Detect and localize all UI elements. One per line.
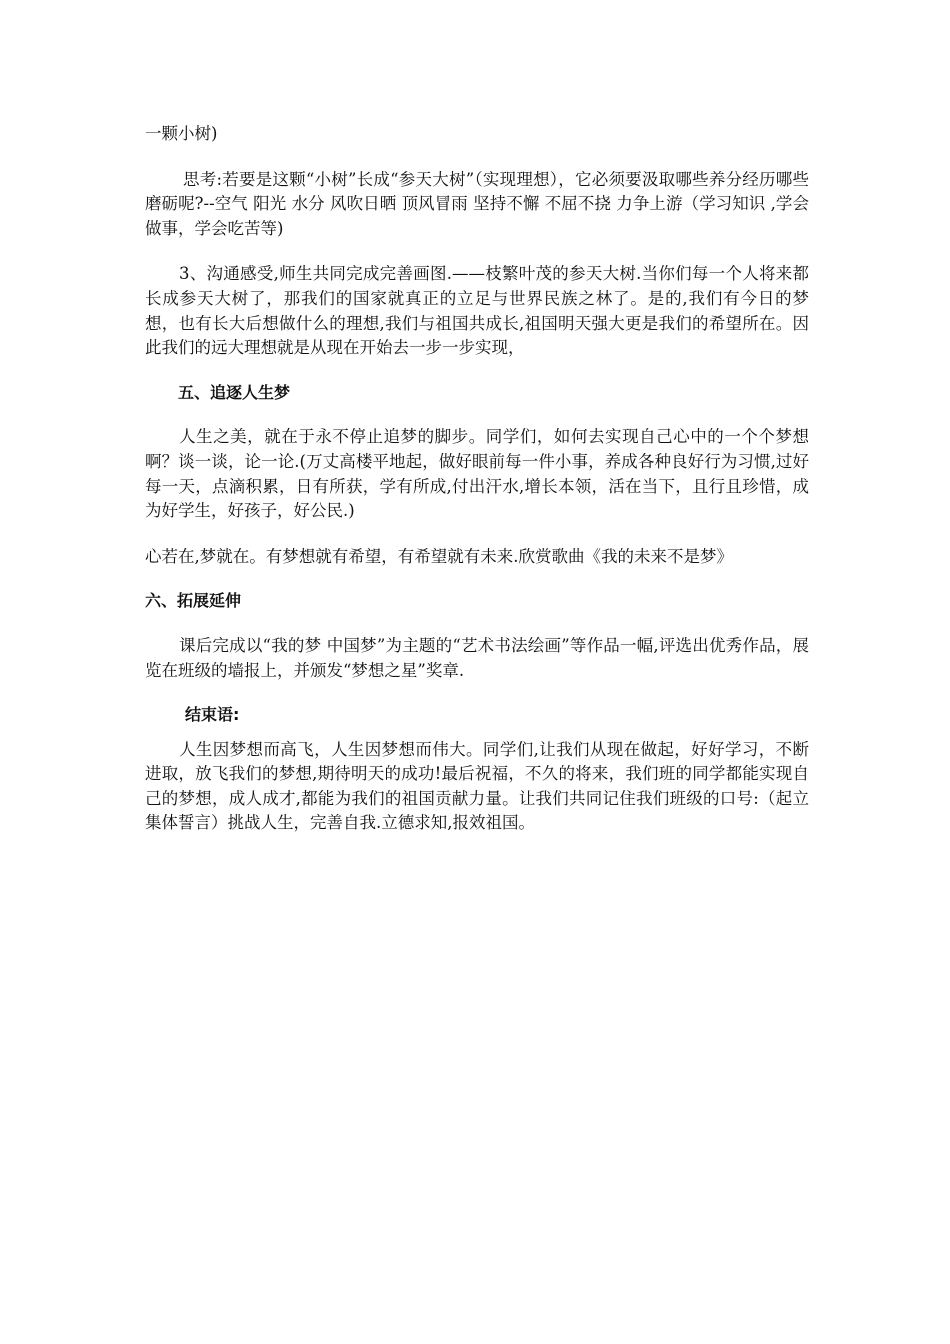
document-body: [145, 122, 809, 836]
paragraph-beauty-of-life: 人生之美，就在于永不停止追梦的脚步。同学们，如何去实现自己心中的一个个梦想啊？谈一谈，论一论.(万丈高楼平地起，做好眼前每一件小事，养成各种良好行为习惯,过好每一天，点滴积累，日有所获，学有所成,付出汗水,增长本领，活在当下，且行且珍惜，成为好学生，好孩子，好公民.): [145, 427, 809, 521]
paragraph-small-tree: 一颗小树): [145, 124, 218, 143]
paragraph-thinking: 思考:若要是这颗“小树”长成“参天大树”（实现理想），它必须要汲取哪些养分经历哪些磨砺呢?--空气 阳光 水分 风吹日晒 顶风冒雨 坚持不懈 不屈不挠 力争上游（学习知识 ,学会做事，学会吃苦等): [145, 169, 809, 238]
paragraph-homework: 课后完成以“我的梦 中国梦”为主题的“艺术书法绘画”等作品一幅,评选出优秀作品，展览在班级的墙报上，并颁发“梦想之星”奖章.: [145, 635, 809, 680]
section-heading-chase-dream: 五、追逐人生梦: [178, 382, 291, 402]
section-heading-extension: 六、拓展延伸: [145, 591, 242, 611]
paragraph-communicate: 3、沟通感受,师生共同完成完善画图.——枝繁叶茂的参天大树.当你们每一个人将来都长成参天大树了，那我们的国家就真正的立足与世界民族之林了。是的,我们有今日的梦想，也有长大后想做什么的理想,我们与祖国共成长,祖国明天强大更是我们的希望所在。因此我们的远大理想就是从现在开始去一步一步实现，: [145, 264, 809, 358]
paragraph-heart-dream: 心若在,梦就在。有梦想就有希望，有希望就有未来.欣赏歌曲《我的未来不是梦》: [145, 546, 733, 566]
section-heading-conclusion: 结束语:: [185, 705, 240, 725]
paragraph-closing: 人生因梦想而高飞，人生因梦想而伟大。同学们,让我们从现在做起，好好学习，不断进取，放飞我们的梦想,期待明天的成功!最后祝福，不久的将来，我们班的同学都能实现自己的梦想，成人成才,都能为我们的祖国贡献力量。让我们共同记住我们班级的口号:（起立集体誓言）挑战人生，完善自我.立德求知,报效祖国。: [145, 739, 809, 833]
